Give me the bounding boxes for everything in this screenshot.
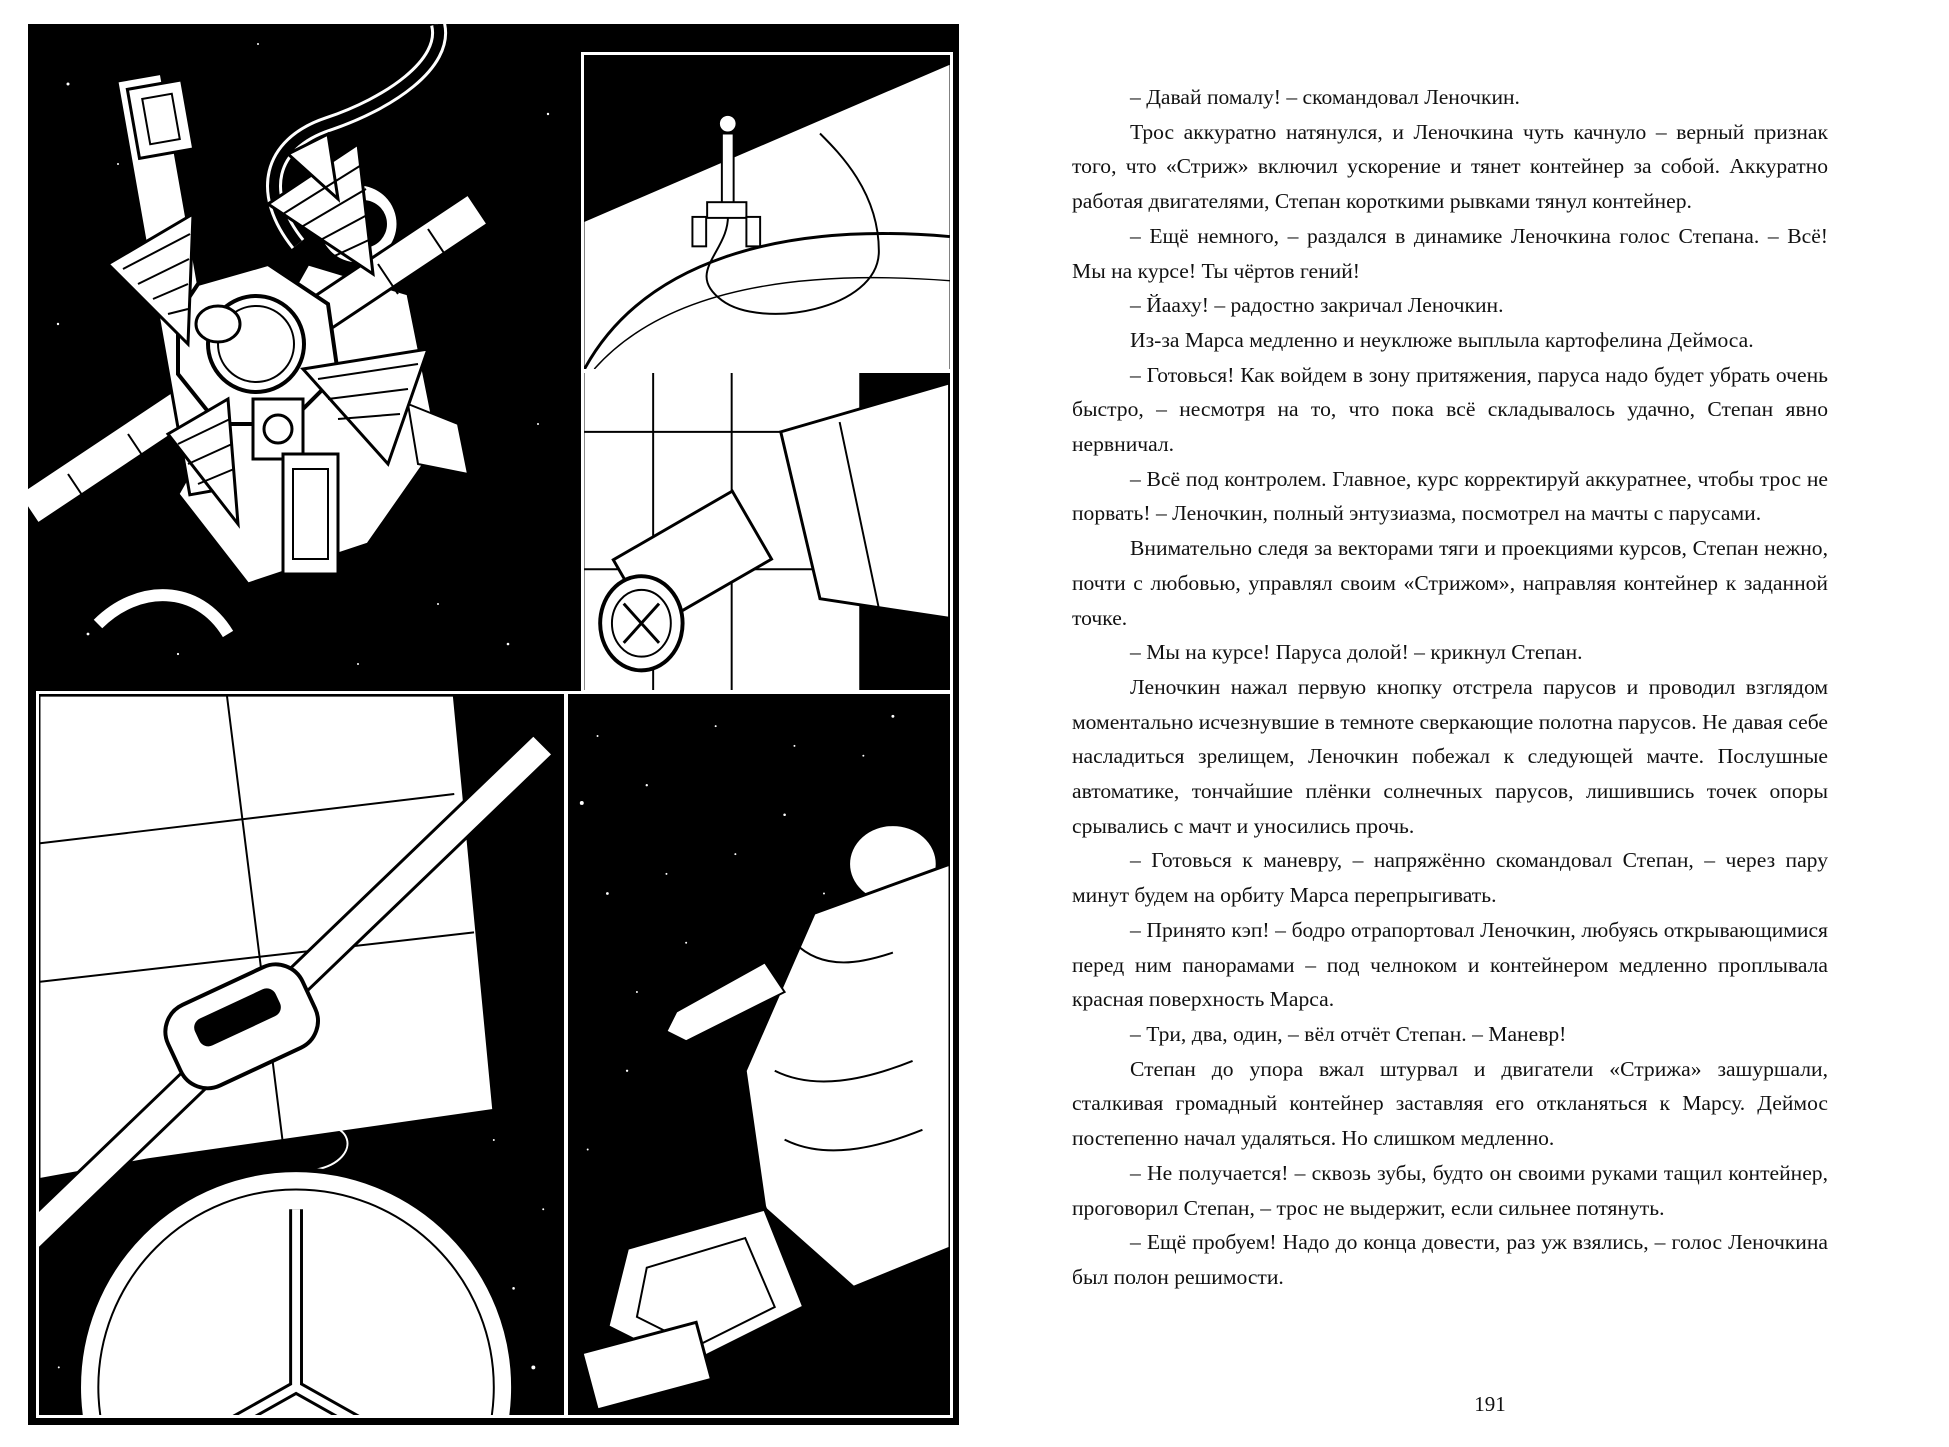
comic-panel-astronaut-on-mast <box>581 52 953 372</box>
mast-and-hatch-illustration <box>39 694 564 1415</box>
comic-panel-mast-and-hatch <box>36 691 567 1418</box>
paragraph: – Не получается! – сквозь зубы, будто он своими руками тащил контейнер, проговорил Степан, – трос не выдержит, если сильнее потянуть. <box>1072 1160 1828 1220</box>
paragraph: – Ещё немного, – раздался в динамике Леночкина голос Степана. – Всё! Мы на курсе! Ты чёртов гений! <box>1072 223 1828 283</box>
paragraph: Трос аккуратно натянулся, и Леночкина чуть качнуло – верный признак того, что «Стриж» включил ускорение и тянет контейнер за собой. Аккуратно работая двигателями, Степан короткими рывками тянул контейнер. <box>1072 119 1828 214</box>
comic-panel-container-hull <box>581 370 953 693</box>
paragraph: – Готовься! Как войдем в зону притяжения, паруса надо будет убрать очень быстро, – несмотря на то, что пока всё складывалось удачно, Степан явно нервничал. <box>1072 362 1828 457</box>
paragraph: – Ещё пробуем! Надо до конца довести, раз уж взялись, – голос Леночкина был полон решимости. <box>1072 1230 1828 1289</box>
text-column <box>1072 80 1828 1295</box>
comic-panel-astronaut-sails <box>28 24 574 685</box>
page-number: 191 <box>1474 1392 1506 1416</box>
paragraph: – Мы на курсе! Паруса долой! – крикнул Степан. <box>1130 640 1583 665</box>
comic-panel-astronaut-floating <box>565 691 953 1418</box>
comic-page <box>28 24 959 1425</box>
paragraph: – Готовься к маневру, – напряжённо скомандовал Степан, – через пару минут будем на орбиту Марса перепрыгивать. <box>1072 848 1828 908</box>
paragraph: – Три, два, один, – вёл отчёт Степан. – Маневр! <box>1130 1021 1567 1046</box>
paragraph: Леночкин нажал первую кнопку отстрела парусов и проводил взглядом моментально исчезнувшие в темноте сверкающие полотна парусов. Не давая себе насладиться зрелищем, Леночкин побежал к следующей мачте. Послушные автоматике, тончайшие плёнки солнечных парусов, лишившись точек опоры срывались с мачт и уносились прочь. <box>1072 674 1828 838</box>
paragraph: – Принято кэп! – бодро отрапортовал Леночкин, любуясь открывающимися перед ним панорамами – под челноком и контейнером медленно проплывала красная поверхность Марса. <box>1072 917 1828 1012</box>
paragraph: Из-за Марса медленно и неуклюже выплыла картофелина Деймоса. <box>1130 327 1754 352</box>
paragraph: – Давай помалу! – скомандовал Леночкин. <box>1130 85 1520 109</box>
astronaut-sails-illustration <box>28 24 574 685</box>
container-hull-illustration <box>584 373 950 690</box>
paragraph: Степан до упора вжал штурвал и двигатели «Стрижа» зашуршали, сталкивая громадный контейнер заставляя его откланяться к Марсу. Деймос постепенно начал удаляться. Но слишком медленно. <box>1072 1056 1828 1151</box>
astronaut-floating-illustration <box>568 694 950 1415</box>
paragraph: – Всё под контролем. Главное, курс корректируй аккуратнее, чтобы трос не порвать! – Леночкин, полный энтузиазма, посмотрел на мачты с парусами. <box>1072 466 1828 526</box>
paragraph: – Йааху! – радостно закричал Леночкин. <box>1130 293 1504 318</box>
paragraph: Внимательно следя за векторами тяги и проекциями курсов, Степан нежно, почти с любовью, управлял своим «Стрижом», направляя контейнер к заданной точке. <box>1072 536 1828 630</box>
astronaut-on-mast-illustration <box>584 55 950 369</box>
